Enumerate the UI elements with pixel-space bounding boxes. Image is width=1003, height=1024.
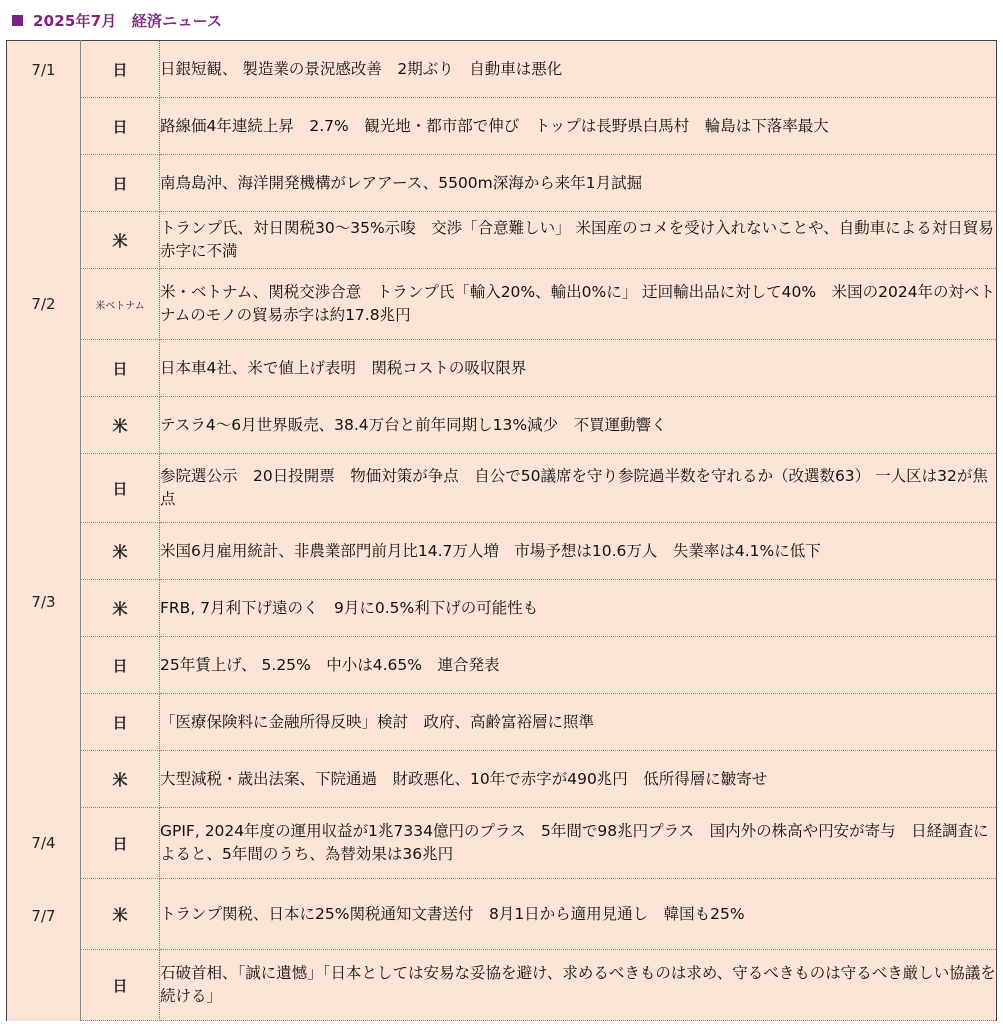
table-row bbox=[7, 523, 997, 580]
table-row bbox=[7, 155, 997, 212]
news-cell: トランプ氏、対日関税30〜35%示唆 交渉「合意難しい」 米国産のコメを受け入れないことや、自動車による対日貿易赤字に不満 bbox=[160, 212, 997, 269]
country-cell: 日 bbox=[81, 808, 160, 879]
news-cell: 米・ベトナム、関税交渉合意 トランプ氏「輸入20%、輸出0%に」 迂回輸出品に対して40% 米国の2024年の対ベトナムのモノの貿易赤字は約17.8兆円 bbox=[160, 269, 997, 340]
country-cell: 日 bbox=[81, 98, 160, 155]
table-row bbox=[7, 212, 997, 269]
country-cell: 米 bbox=[81, 879, 160, 950]
news-cell: FRB, 7月利下げ遠のく 9月に0.5%利下げの可能性も bbox=[160, 580, 997, 637]
country-cell: 日 bbox=[81, 340, 160, 397]
date-cell: 7/1 bbox=[7, 41, 81, 212]
news-cell: GPIF, 2024年度の運用収益が1兆7334億円のプラス 5年間で98兆円プラス 国内外の株高や円安が寄与 日経調査によると、5年間のうち、為替効果は36兆円 bbox=[160, 808, 997, 879]
country-cell: 日 bbox=[81, 155, 160, 212]
news-cell: 日本車4社、米で値上げ表明 関税コストの吸収限界 bbox=[160, 340, 997, 397]
news-cell: 25年賃上げ、 5.25% 中小は4.65% 連合発表 bbox=[160, 637, 997, 694]
table-row bbox=[7, 454, 997, 523]
table-row bbox=[7, 879, 997, 950]
news-cell: 参院選公示 20日投開票 物価対策が争点 自公で50議席を守り参院過半数を守れるか（改選数63） 一人区は32が焦点 bbox=[160, 454, 997, 523]
news-cell: 日銀短観、 製造業の景況感改善 2期ぶり 自動車は悪化 bbox=[160, 41, 997, 98]
news-cell: トランプ関税、日本に25%関税通知文書送付 8月1日から適用見通し 韓国も25% bbox=[160, 879, 997, 950]
country-cell: 日 bbox=[81, 454, 160, 523]
table-row bbox=[7, 580, 997, 637]
date-cell: 7/4 bbox=[7, 808, 81, 879]
page-header bbox=[12, 6, 222, 34]
country-cell: 日 bbox=[81, 694, 160, 751]
page-title: 2025年7月 経済ニュース bbox=[33, 11, 223, 30]
table-row bbox=[7, 751, 997, 808]
country-cell: 米 bbox=[81, 580, 160, 637]
table-row bbox=[7, 98, 997, 155]
date-cell: 7/3 bbox=[7, 397, 81, 808]
country-cell: 米ベトナム bbox=[81, 269, 160, 340]
country-cell: 米 bbox=[81, 397, 160, 454]
news-cell: 石破首相、「誠に遺憾」「日本としては安易な妥協を避け、求めるべきものは求め、守るべきものは守るべき厳しい協議を続ける」 bbox=[160, 950, 997, 1021]
country-cell: 日 bbox=[81, 41, 160, 98]
news-cell: 大型減税・歳出法案、下院通過 財政悪化、10年で赤字が490兆円 低所得層に皺寄せ bbox=[160, 751, 997, 808]
table-row bbox=[7, 397, 997, 454]
date-cell: 7/2 bbox=[7, 212, 81, 397]
news-cell: 「医療保険料に金融所得反映」検討 政府、高齢富裕層に照準 bbox=[160, 694, 997, 751]
news-cell: 米国6月雇用統計、非農業部門前月比14.7万人増 市場予想は10.6万人 失業率は4.1%に低下 bbox=[160, 523, 997, 580]
country-cell: 日 bbox=[81, 950, 160, 1021]
country-cell: 米 bbox=[81, 212, 160, 269]
square-bullet-icon bbox=[12, 15, 23, 26]
news-cell: 路線価4年連続上昇 2.7% 観光地・都市部で伸び トップは長野県白馬村 輪島は下落率最大 bbox=[160, 98, 997, 155]
country-cell: 日 bbox=[81, 637, 160, 694]
country-cell: 米 bbox=[81, 751, 160, 808]
date-cell: 7/7 bbox=[7, 879, 81, 1021]
table-row bbox=[7, 340, 997, 397]
table-row bbox=[7, 950, 997, 1021]
news-cell: テスラ4〜6月世界販売、38.4万台と前年同期し13%減少 不買運動響く bbox=[160, 397, 997, 454]
table-row bbox=[7, 41, 997, 98]
news-table bbox=[6, 40, 997, 1021]
country-cell: 米 bbox=[81, 523, 160, 580]
table-row bbox=[7, 808, 997, 879]
news-cell: 南鳥島沖、海洋開発機構がレアアース、5500m深海から来年1月試掘 bbox=[160, 155, 997, 212]
table-row bbox=[7, 269, 997, 340]
table-row bbox=[7, 694, 997, 751]
table-row bbox=[7, 637, 997, 694]
